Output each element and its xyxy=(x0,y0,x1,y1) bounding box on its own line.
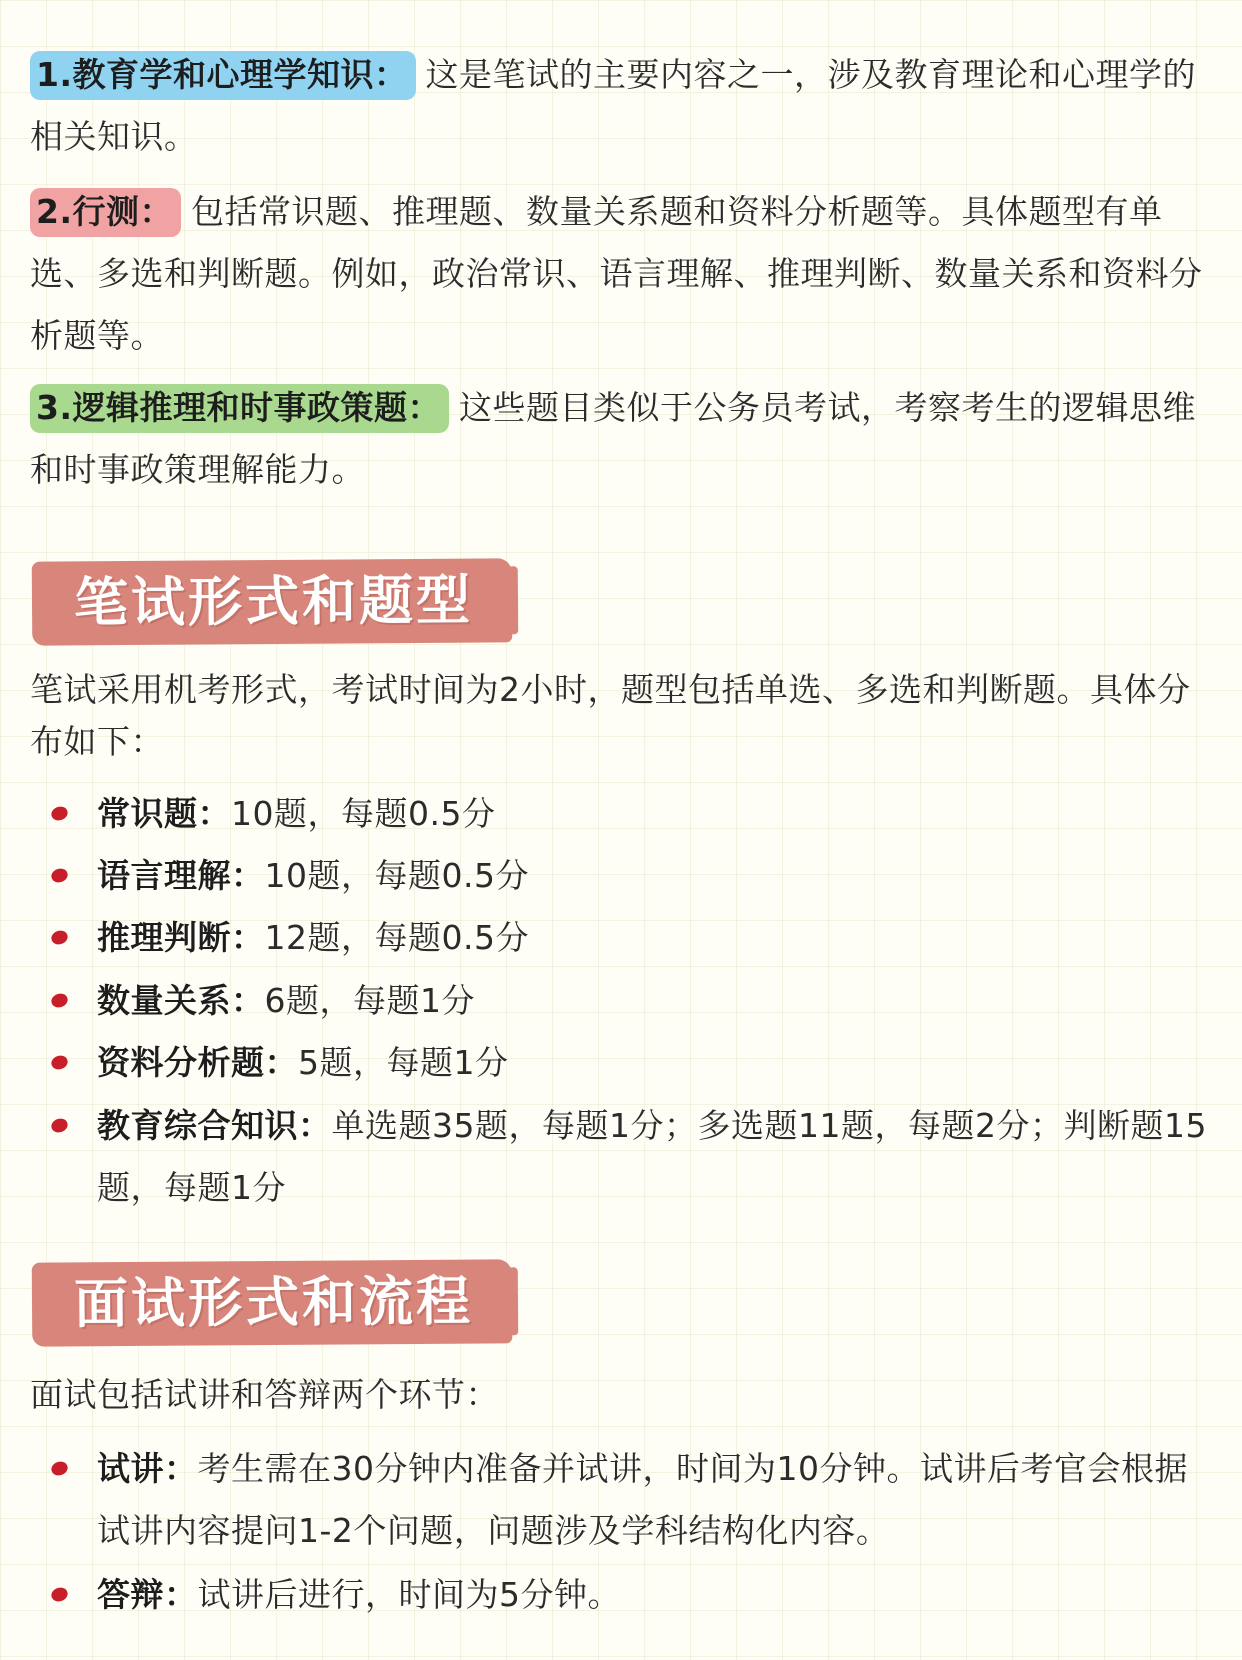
bullet-dot-icon xyxy=(50,992,70,1010)
section-heading: 面试形式和流程 xyxy=(73,1269,474,1336)
top-item-label: 3.逻辑推理和时事政策题： xyxy=(30,384,449,433)
item-text: 10题，每题0.5分 xyxy=(231,794,496,833)
interview-intro: 面试包括试讲和答辩两个环节： xyxy=(30,1375,499,1414)
list-item xyxy=(97,1438,1217,1562)
item-text: 12题，每题0.5分 xyxy=(264,918,529,957)
item-label: 语言理解： xyxy=(97,856,265,895)
list-item xyxy=(97,783,1217,845)
top-item-label: 1.教育学和心理学知识： xyxy=(30,51,416,100)
bullet-dot-icon xyxy=(50,929,70,947)
top-item-1 xyxy=(30,44,1210,168)
item-text: 考生需在30分钟内准备并试讲，时间为10分钟。试讲后考官会根据试讲内容提问1-2个问题，问题涉及学科结构化内容。 xyxy=(97,1449,1188,1550)
item-text: 5题，每题1分 xyxy=(298,1043,509,1082)
item-label: 数量关系： xyxy=(97,981,265,1020)
list-item xyxy=(97,845,1217,907)
top-item-3 xyxy=(30,377,1210,501)
list-item xyxy=(97,970,1217,1032)
item-label: 试讲： xyxy=(97,1449,198,1488)
written-intro: 笔试采用机考形式，考试时间为2小时，题型包括单选、多选和判断题。具体分布如下： xyxy=(30,670,1191,761)
bullet-dot-icon xyxy=(50,805,70,823)
section-banner-written xyxy=(32,558,513,645)
section-banner-interview xyxy=(32,1259,513,1346)
bullet-dot-icon xyxy=(50,867,70,885)
item-text: 6题，每题1分 xyxy=(264,981,475,1020)
top-item-text: 这是笔试的主要内容之一，涉及教育理论和心理学的相关知识。 xyxy=(30,55,1196,156)
item-label: 答辩： xyxy=(97,1575,198,1614)
item-label: 教育综合知识： xyxy=(97,1106,332,1145)
top-item-2 xyxy=(30,181,1210,367)
list-item xyxy=(97,1032,1217,1094)
bullet-dot-icon xyxy=(50,1460,70,1478)
item-text: 单选题35题，每题1分；多选题11题，每题2分；判断题15题，每题1分 xyxy=(97,1106,1207,1207)
list-item xyxy=(97,1564,1217,1626)
item-label: 资料分析题： xyxy=(97,1043,298,1082)
list-item xyxy=(97,907,1217,969)
bullet-dot-icon xyxy=(50,1054,70,1072)
bullet-dot-icon xyxy=(50,1586,70,1604)
item-label: 常识题： xyxy=(97,794,231,833)
item-text: 10题，每题0.5分 xyxy=(264,856,529,895)
top-item-text: 包括常识题、推理题、数量关系题和资料分析题等。具体题型有单选、多选和判断题。例如，政治常识、语言理解、推理判断、数量关系和资料分析题等。 xyxy=(30,192,1203,355)
section-heading: 笔试形式和题型 xyxy=(73,568,474,635)
item-text: 试讲后进行，时间为5分钟。 xyxy=(197,1575,621,1614)
top-item-text: 这些题目类似于公务员考试，考察考生的逻辑思维和时事政策理解能力。 xyxy=(30,388,1196,489)
top-item-label: 2.行测： xyxy=(30,188,181,237)
list-item xyxy=(97,1095,1217,1219)
item-label: 推理判断： xyxy=(97,918,265,957)
bullet-dot-icon xyxy=(50,1117,70,1135)
